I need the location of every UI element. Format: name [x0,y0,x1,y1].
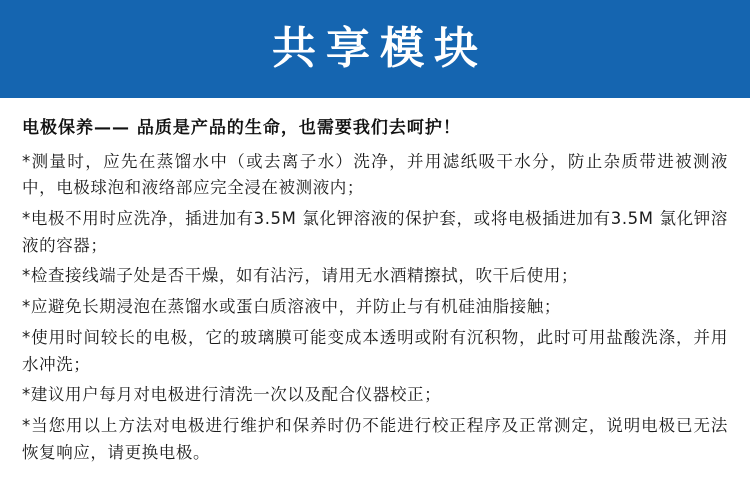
section-heading: 电极保养—— 品质是产品的生命，也需要我们去呵护！ [22,118,461,138]
paragraph: *使用时间较长的电极，它的玻璃膜可能变成本透明或附有沉积物，此时可用盐酸洗涤，并用水冲洗； [22,327,728,374]
article-body [0,98,750,466]
paragraph: *测量时，应先在蒸馏水中（或去离子水）洗净，并用滤纸吸干水分，防止杂质带进被测液中，电极球泡和液络部应完全浸在被测液内； [22,151,728,198]
paragraph: *检查接线端子处是否干燥，如有沾污，请用无水酒精擦拭，吹干后使用； [22,266,579,286]
paragraph: *建议用户每月对电极进行清洗一次以及配合仪器校正； [22,385,442,405]
page-banner [0,0,750,98]
page-title: 共享模块 [272,23,488,74]
paragraph: *电极不用时应洗净，插进加有3.5M 氯化钾溶液的保护套，或将电极插进加有3.5M 氯化钾溶液的容器； [22,208,728,255]
paragraph: *当您用以上方法对电极进行维护和保养时仍不能进行校正程序及正常测定，说明电极已无法恢复响应，请更换电极。 [22,415,728,462]
paragraph: *应避免长期浸泡在蒸馏水或蛋白质溶液中，并防止与有机硅油脂接触； [22,297,561,317]
